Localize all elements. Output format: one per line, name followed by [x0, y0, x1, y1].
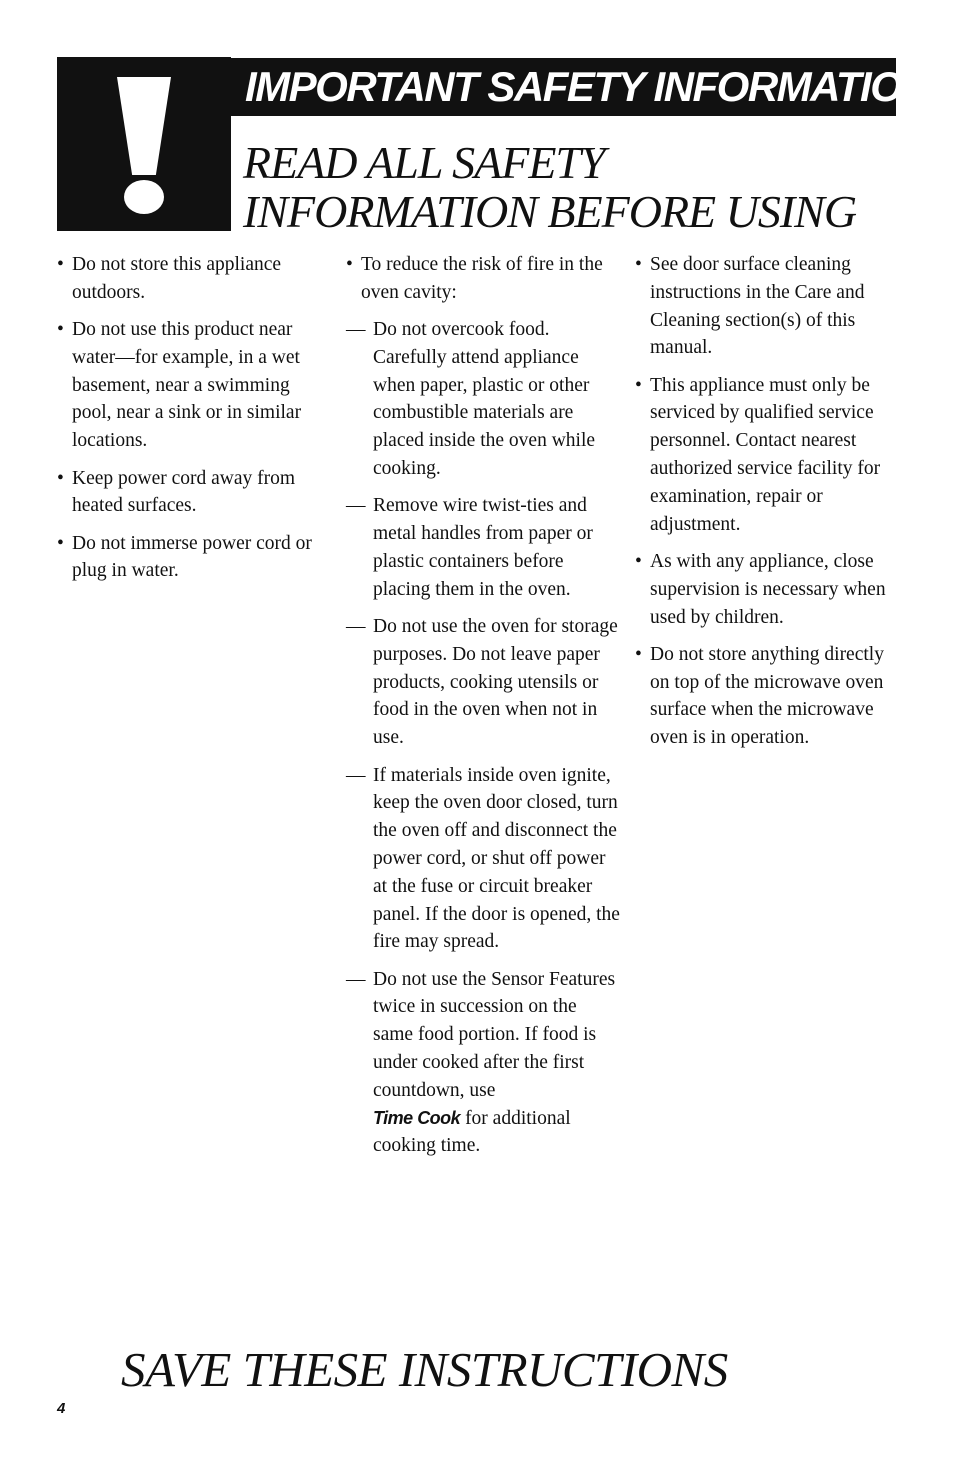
bullet-mark: •: [57, 467, 64, 489]
page-title: IMPORTANT SAFETY INFORMATION: [231, 58, 896, 116]
item-text: Do not use this product near water—for example, in a wet basement, near a swimming pool, near a sink or in similar locations.: [72, 319, 302, 452]
column-3: [635, 251, 905, 762]
list-item: [635, 251, 905, 362]
item-text: Keep power cord away from heated surfaces.: [72, 467, 296, 517]
subtitle-line-2: INFORMATION BEFORE USING: [243, 186, 857, 237]
column-1: [57, 251, 327, 595]
bullet-mark: •: [635, 254, 642, 275]
item-text: Do not store anything directly on top of the microwave oven surface when the microwave oven is in operation.: [650, 643, 884, 749]
bullet-mark: •: [346, 254, 353, 275]
list-item: [57, 251, 327, 307]
sub-list-item: [346, 492, 621, 603]
subtitle: [243, 138, 903, 236]
item-text-post: for additional cooking time.: [373, 1107, 571, 1157]
item-text: See door surface cleaning instructions in the Care and Cleaning section(s) of this manual.: [650, 254, 865, 359]
item-text-pre: Do not use the Sensor Features twice in succession on the same food portion. If food is under cooked after the first countdown, use: [373, 968, 616, 1101]
bullet-mark: •: [57, 532, 64, 554]
item-text: To reduce the risk of fire in the oven cavity:: [361, 254, 603, 303]
sub-list-item: [346, 966, 621, 1161]
item-text: Do not store this appliance outdoors.: [72, 254, 282, 303]
bullet-mark: •: [635, 550, 642, 572]
sub-list-item: [346, 613, 621, 752]
item-text: Remove wire twist-ties and metal handles from paper or plastic containers before placing them in the oven.: [373, 495, 593, 600]
subtitle-line-1: READ ALL SAFETY: [243, 137, 605, 188]
list-item: [635, 372, 905, 539]
item-text: Do not immerse power cord or plug in water.: [72, 532, 312, 582]
list-item: [57, 530, 327, 586]
bullet-mark: •: [57, 319, 64, 341]
dash-mark: —: [346, 764, 366, 786]
item-text: This appliance must only be serviced by qualified service personnel. Contact nearest authorized service facility for examination, repair or adjustment.: [650, 374, 881, 535]
dash-mark: —: [346, 968, 366, 990]
column-2: [346, 251, 621, 1170]
bullet-mark: •: [57, 254, 64, 275]
dash-mark: —: [346, 319, 366, 341]
page-number: 4: [57, 1400, 66, 1417]
item-text: [373, 969, 615, 1157]
bullet-mark: •: [635, 643, 642, 665]
bullet-mark: •: [635, 374, 642, 396]
dash-mark: —: [346, 495, 366, 517]
list-item: [635, 641, 905, 752]
save-instructions-heading: SAVE THESE INSTRUCTIONS: [121, 1342, 728, 1397]
list-item-intro: [346, 251, 621, 307]
list-item: [57, 316, 327, 455]
item-text: As with any appliance, close supervision is necessary when used by children.: [650, 550, 886, 628]
list-item: [635, 548, 905, 631]
item-text: If materials inside oven ignite, keep the oven door closed, turn the oven off and disconnect the power cord, or shut off power at the fuse or circuit breaker panel. If the door is opened, the fire may spread.: [373, 764, 620, 953]
sub-list-item: [346, 316, 621, 483]
time-cook-key: Time Cook: [373, 1107, 461, 1128]
item-text: Do not use the oven for storage purposes. Do not leave paper products, cooking utensils or food in the oven when not in use.: [373, 616, 618, 749]
sub-list-item: [346, 762, 621, 957]
exclamation-dot: [124, 180, 164, 214]
dash-mark: —: [346, 616, 366, 638]
exclamation-bar: [117, 77, 171, 175]
list-item: [57, 465, 327, 521]
item-text: Do not overcook food. Carefully attend appliance when paper, plastic or other combustible materials are placed inside the oven while cooking.: [373, 319, 596, 480]
exclamation-icon: [57, 57, 231, 231]
